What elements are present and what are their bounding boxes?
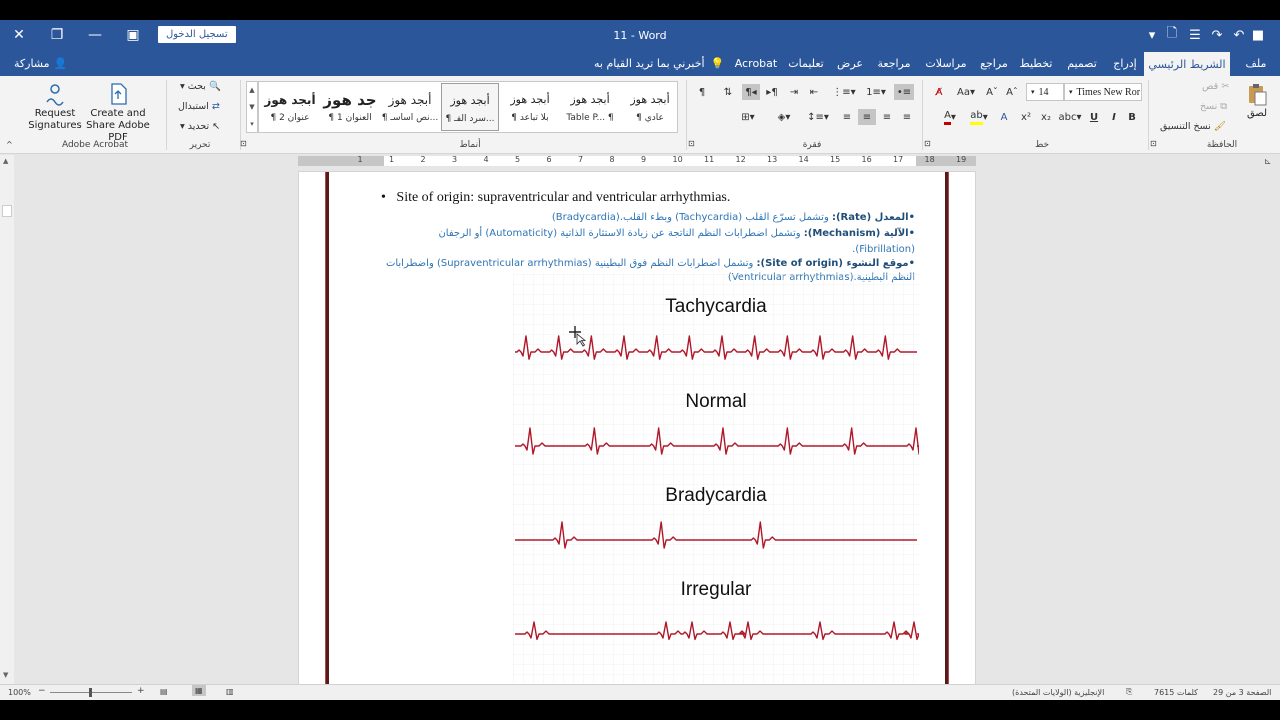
multilevel-list-icon[interactable]: ⋮≡▾	[832, 86, 856, 98]
style-normal[interactable]	[621, 83, 679, 131]
style-name: ¶ نص أساسـ...	[381, 113, 439, 123]
dropdown-arrow-icon: ▾	[180, 81, 188, 92]
style-heading-1[interactable]	[321, 83, 379, 131]
cursor-icon: ↖	[212, 121, 221, 132]
scroll-down-icon[interactable]: ▼	[3, 671, 9, 679]
ruler-number: 10	[672, 155, 683, 164]
ruler-number: 6	[546, 155, 552, 164]
line-spacing-icon[interactable]: ↕≡▾	[807, 111, 829, 123]
horizontal-ruler[interactable]	[298, 156, 976, 166]
ruler-number: 7	[578, 155, 584, 164]
request-signatures-label-2: Signatures	[28, 120, 82, 131]
read-mode-icon[interactable]: ▥	[226, 687, 234, 696]
paste-button[interactable]	[1240, 82, 1274, 120]
styles-gallery	[258, 81, 678, 133]
numbering-icon[interactable]: 1≡▾	[866, 86, 886, 98]
ruler-number: 19	[956, 155, 967, 164]
arabic-line-bold: •الآلية (Mechanism):	[803, 228, 915, 239]
text-effects-icon[interactable]: A	[1000, 111, 1008, 123]
ruler-number: 11	[704, 155, 715, 164]
person-icon: 👤	[53, 56, 68, 70]
rtl-direction-icon[interactable]: ¶◂	[742, 84, 760, 100]
strikethrough-icon[interactable]: abc▾	[1058, 111, 1082, 123]
web-layout-icon[interactable]: ▤	[160, 687, 168, 696]
highlight-icon[interactable]: ab ▾	[970, 109, 988, 123]
up-arrow-icon: ▲	[249, 86, 255, 95]
scroll-thumb[interactable]	[2, 205, 12, 217]
ruler-number: 17	[893, 155, 904, 164]
style-no-spacing[interactable]	[501, 83, 559, 131]
tab-home[interactable]: الشريط الرئيسي	[1144, 52, 1230, 76]
dropdown-arrow-icon: ▾	[1031, 88, 1035, 96]
sort-icon[interactable]: ⇅	[723, 86, 733, 98]
restore-icon[interactable]: ❐	[50, 27, 64, 43]
find-label: بحث	[187, 81, 206, 92]
bullet-paragraph	[381, 190, 730, 206]
style-heading-2[interactable]	[261, 83, 319, 131]
style-name: ¶ سرد الفـ...	[445, 114, 495, 124]
arabic-line-text: وتشمل اضطرابات النظم الناتجة عن زيادة الاستثارة الذاتية (Automaticity) أو الرجفان	[438, 228, 804, 239]
font-size-value: 14	[1038, 86, 1049, 98]
customize-qat-icon[interactable]: ▾	[1148, 27, 1156, 43]
arabic-line-4	[386, 258, 915, 269]
word-count[interactable]: 7615 كلمات	[1154, 688, 1198, 697]
group-label-editing: تحرير	[189, 140, 211, 150]
ribbon-display-options-icon[interactable]: ▣	[126, 27, 140, 43]
font-name-box[interactable]	[1064, 83, 1142, 101]
group-label-paragraph: فقرة	[802, 140, 822, 150]
arabic-line-bold: •موقع النشوء (Site of origin):	[756, 258, 915, 269]
group-label-acrobat: Adobe Acrobat	[61, 140, 129, 150]
tab-layout[interactable]: تخطيط	[1019, 56, 1053, 70]
down-arrow-icon: ▼	[249, 102, 255, 111]
style-preview: أبجد هوز	[510, 93, 550, 106]
superscript-icon[interactable]: x²	[1021, 111, 1031, 123]
request-signatures-label-1: Request	[34, 108, 76, 119]
create-pdf-label-1: Create and	[90, 108, 146, 119]
status-bar	[0, 684, 1280, 700]
separator	[922, 80, 923, 150]
align-right-icon[interactable]: ≡	[858, 109, 876, 125]
style-list-paragraph[interactable]	[441, 83, 499, 131]
ltr-direction-icon[interactable]: ▸¶	[766, 86, 778, 98]
replace-button[interactable]	[178, 101, 220, 112]
separator	[686, 80, 687, 150]
page-indicator[interactable]: الصفحة 3 من 29	[1213, 688, 1272, 697]
arabic-line-text: (Fibrillation).	[852, 244, 915, 255]
list-icon[interactable]: ☰	[1189, 27, 1201, 43]
ruler-number: 14	[798, 155, 809, 164]
ruler-number: 12	[735, 155, 746, 164]
tell-me-box[interactable]	[594, 50, 724, 76]
ruler-number: 9	[641, 155, 647, 164]
language-indicator[interactable]: الإنجليزية (الولايات المتحدة)	[1012, 688, 1105, 697]
ecg-label-bradycardia: Bradycardia	[665, 485, 767, 506]
tab-acrobat[interactable]: Acrobat	[734, 56, 778, 70]
lightbulb-icon: 💡	[710, 56, 725, 70]
ruler-toggle-icon[interactable]: ⊾	[1264, 157, 1272, 167]
subscript-icon[interactable]: x₂	[1041, 111, 1051, 123]
style-name: Table P... ¶	[566, 113, 614, 123]
format-painter-label: نسخ التنسيق	[1160, 121, 1211, 132]
ruler-number: 4	[483, 155, 489, 164]
bullets-icon[interactable]: •≡	[894, 84, 914, 100]
signature-icon	[44, 82, 66, 106]
share-label: مشاركة	[14, 56, 50, 70]
style-preview: جد هوز	[323, 91, 377, 109]
style-preview: أبجد هوز	[388, 93, 432, 107]
font-color-icon[interactable]: A ▾	[944, 109, 956, 123]
clipboard-icon	[1246, 82, 1268, 106]
arabic-line-text: وتشمل تسرّع القلب (Tachycardia) وبطء القلب.(Bradycardia)	[551, 212, 832, 223]
minimize-icon[interactable]: —	[88, 27, 102, 43]
copy-button[interactable]	[1200, 101, 1227, 112]
arabic-line-3	[852, 244, 915, 255]
tab-references[interactable]: مراجع	[980, 56, 1008, 70]
ecg-label-irregular: Irregular	[680, 579, 752, 600]
tab-insert[interactable]: إدراج	[1113, 56, 1137, 70]
ruler-number: 2	[420, 155, 426, 164]
zoom-out-icon[interactable]: −	[38, 686, 46, 696]
style-table-paragraph[interactable]	[561, 83, 619, 131]
shrink-font-icon[interactable]: Aˇ	[986, 86, 998, 98]
document-workspace	[0, 155, 1280, 685]
request-signatures-button[interactable]	[28, 82, 82, 132]
search-icon: 🔍	[208, 81, 221, 92]
select-label: تحديد	[187, 121, 210, 132]
save-icon[interactable]: ■	[1251, 27, 1265, 43]
ruler-number: 18	[924, 155, 935, 164]
word-window	[0, 20, 1280, 700]
clear-formatting-icon[interactable]: A̸	[935, 86, 943, 98]
proofing-icon[interactable]: ⎘	[1126, 687, 1133, 696]
style-preview: أبجد هوز	[264, 93, 316, 107]
share-button[interactable]	[14, 50, 67, 76]
cut-button[interactable]	[1202, 81, 1229, 92]
ecg-label-normal: Normal	[685, 391, 747, 412]
italic-icon[interactable]: I	[1112, 111, 1116, 123]
style-name: ¶ بلا تباعد	[511, 113, 549, 123]
style-name: ¶ العنوان 1	[328, 113, 372, 123]
ruler-left-margin	[298, 156, 384, 166]
separator	[1148, 80, 1149, 150]
clipboard-dialog-launcher-icon[interactable]: ⊡	[1150, 139, 1157, 148]
dropdown-arrow-icon: ▾	[1069, 88, 1073, 96]
bullet-text: Site of origin: supraventricular and ventricular arrhythmias.	[396, 190, 731, 205]
tab-view[interactable]: عرض	[837, 56, 863, 70]
arabic-line-1	[552, 212, 915, 223]
align-left-icon[interactable]: ≡	[902, 111, 912, 123]
undo-icon[interactable]: ↶	[1233, 27, 1245, 43]
style-preview: أبجد هوز	[630, 93, 670, 106]
copy-icon: ⧉	[1220, 101, 1228, 112]
collapse-ribbon-icon[interactable]: ^	[6, 140, 13, 149]
title-bar	[0, 20, 1280, 50]
tell-me-label: أخبرني بما تريد القيام به	[594, 56, 705, 70]
justify-icon[interactable]: ≡	[842, 111, 852, 123]
page-border-left	[325, 172, 329, 691]
show-marks-icon[interactable]: ¶	[698, 86, 706, 98]
borders-icon[interactable]: ⊞▾	[741, 111, 755, 123]
print-layout-icon[interactable]: ▦	[192, 685, 206, 696]
sign-in-button[interactable]: تسجيل الدخول	[158, 26, 236, 43]
shading-icon[interactable]: ◈▾	[777, 111, 791, 123]
bullet-dot: •	[381, 190, 397, 205]
new-document-icon[interactable]: 🗋	[1166, 26, 1178, 41]
ruler-number: 1	[357, 155, 363, 164]
zoom-level[interactable]: 100%	[8, 688, 31, 697]
ruler-number: 3	[452, 155, 458, 164]
pdf-icon	[107, 82, 129, 106]
select-button[interactable]	[180, 121, 220, 132]
ecg-rhythm-figure[interactable]	[513, 274, 919, 684]
zoom-slider-thumb[interactable]	[89, 688, 92, 697]
ruler-number: 13	[767, 155, 778, 164]
bold-icon[interactable]: B	[1128, 111, 1136, 123]
copy-label: نسخ	[1200, 101, 1218, 112]
replace-icon: ⇄	[211, 101, 220, 112]
group-label-font: خط	[1034, 140, 1050, 150]
ecg-label-tachycardia: Tachycardia	[665, 296, 767, 317]
zoom-in-icon[interactable]: +	[137, 686, 145, 696]
scissors-icon: ✂	[1221, 81, 1230, 92]
paintbrush-icon: 🖌	[1213, 121, 1226, 132]
change-case-icon[interactable]: Aa▾	[957, 86, 975, 98]
ecg-grid	[513, 274, 919, 684]
style-preview: أبجد هوز	[570, 93, 610, 106]
replace-label: استبدال	[178, 101, 209, 112]
ribbon-tabs	[0, 50, 1280, 76]
paste-label: لصق	[1246, 108, 1268, 119]
ruler-number: 15	[830, 155, 841, 164]
underline-icon[interactable]: U	[1089, 111, 1099, 123]
font-size-box[interactable]	[1026, 83, 1064, 101]
style-preview: أبجد هوز	[450, 94, 490, 107]
close-icon[interactable]: ✕	[13, 27, 25, 43]
styles-gallery-scroll[interactable]	[246, 81, 258, 133]
ruler-number: 8	[609, 155, 615, 164]
tab-file[interactable]: ملف	[1245, 56, 1267, 70]
vertical-scrollbar[interactable]	[0, 155, 14, 685]
scroll-up-icon[interactable]: ▲	[3, 157, 9, 165]
center-icon[interactable]: ≡	[882, 111, 892, 123]
format-painter-button[interactable]	[1160, 121, 1226, 132]
decrease-indent-icon[interactable]: ⇤	[809, 86, 819, 98]
ruler-number: 1	[389, 155, 395, 164]
increase-indent-icon[interactable]: ⇥	[789, 86, 799, 98]
arabic-line-text: وتشمل اضطرابات النظم فوق البطينية (Supraventricular arrhythmias) واضطرابات	[385, 258, 757, 269]
ruler-number: 16	[861, 155, 872, 164]
group-label-styles: أنماط	[459, 140, 481, 150]
more-icon: ▾	[250, 119, 254, 128]
window-title: 11 - Word	[613, 28, 667, 42]
create-share-pdf-button[interactable]	[80, 82, 156, 144]
separator	[166, 80, 167, 150]
group-label-clipboard: الحافظة	[1206, 140, 1238, 150]
cut-label: قص	[1202, 81, 1219, 92]
redo-icon[interactable]: ↷	[1211, 27, 1223, 43]
ruler-number: 5	[515, 155, 521, 164]
tab-help[interactable]: تعليمات	[788, 56, 824, 70]
style-name: ¶ عادي	[636, 113, 664, 123]
document-page[interactable]	[298, 171, 976, 691]
arabic-line-bold: •المعدل (Rate):	[831, 212, 915, 223]
arabic-line-2	[438, 228, 915, 239]
create-pdf-label-2: Share Adobe PDF	[86, 120, 150, 143]
styles-dialog-launcher-icon[interactable]: ⊡	[240, 139, 247, 148]
grow-font-icon[interactable]: Aˆ	[1006, 86, 1018, 98]
style-name: ¶ عنوان 2	[270, 113, 310, 123]
tab-mailings[interactable]: مراسلات	[925, 56, 967, 70]
style-body-text[interactable]	[381, 83, 439, 131]
paragraph-dialog-launcher-icon[interactable]: ⊡	[688, 139, 695, 148]
tab-design[interactable]: تصميم	[1067, 56, 1097, 70]
dropdown-arrow-icon: ▾	[180, 121, 188, 132]
find-button[interactable]	[180, 81, 221, 92]
ribbon	[0, 76, 1280, 154]
font-dialog-launcher-icon[interactable]: ⊡	[924, 139, 931, 148]
page-border-right	[945, 172, 949, 691]
font-name-value: Times New Ror	[1076, 86, 1141, 98]
tab-review[interactable]: مراجعة	[877, 56, 911, 70]
